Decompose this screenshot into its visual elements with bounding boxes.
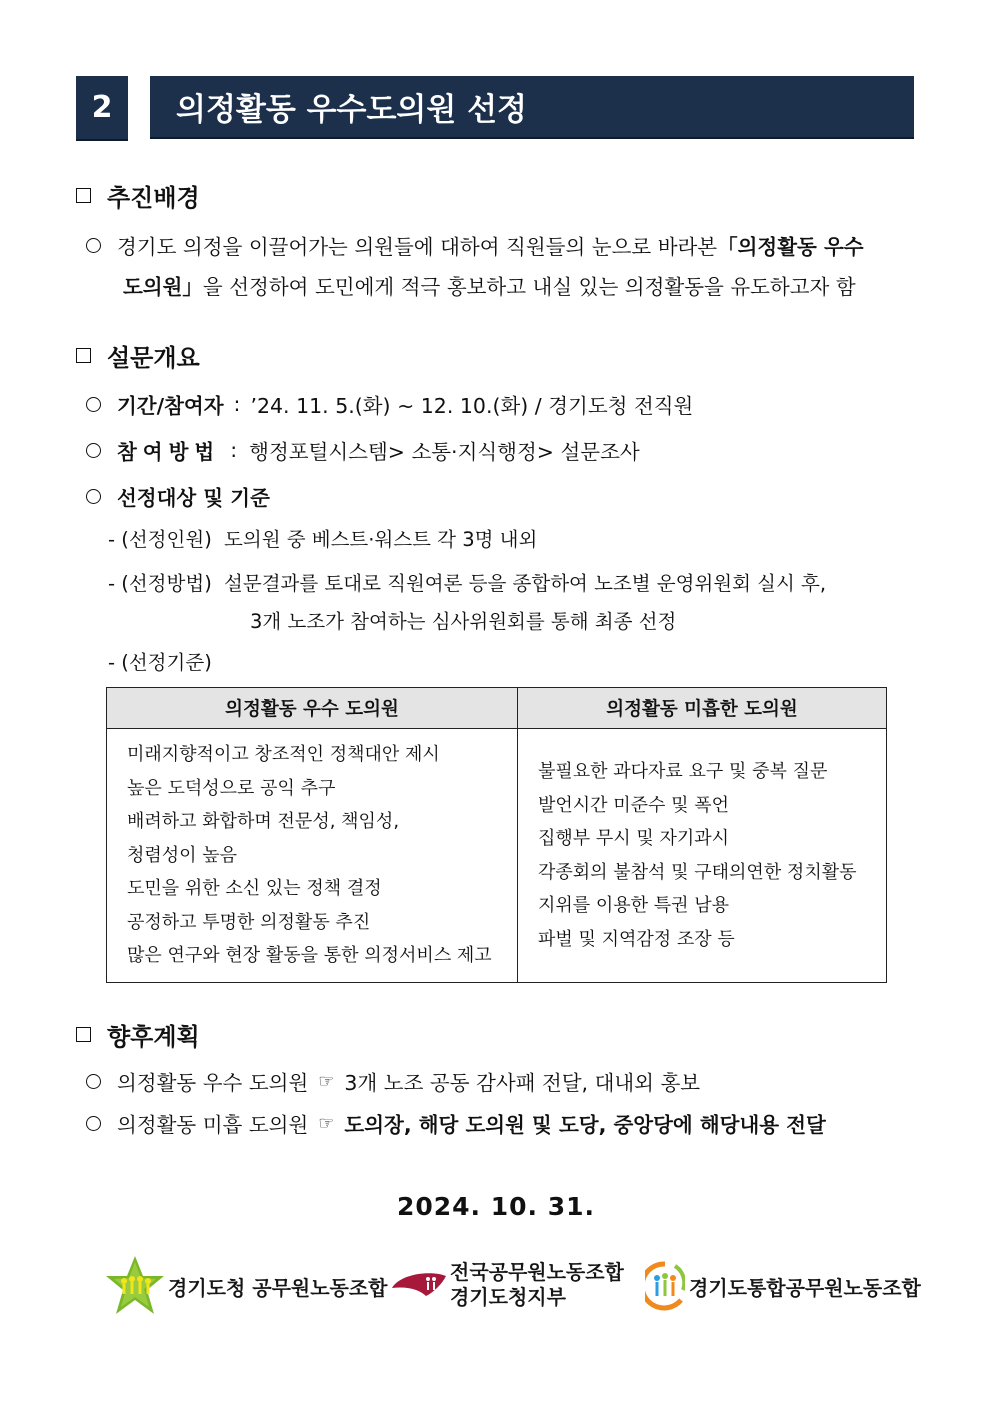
- list-item: 배려하고 화합하며 전문성, 책임성,: [127, 811, 400, 833]
- circle-bullet-icon: [86, 489, 101, 504]
- square-bullet-icon: [76, 1027, 91, 1042]
- colon: :: [233, 392, 241, 416]
- item-label: - (선정방법): [108, 572, 212, 595]
- survey-period: [86, 389, 693, 419]
- section-heading-background: [76, 178, 200, 213]
- square-bullet-icon: [76, 188, 91, 203]
- plan-text: 3개 노조 공동 감사패 전달, 대내외 홍보: [344, 1071, 701, 1095]
- plan-item-poor: [86, 1108, 826, 1138]
- plan-label: 의정활동 우수 도의원: [117, 1071, 309, 1095]
- list-item: 지위를 이용한 특권 남용: [538, 895, 730, 916]
- section-heading-text: 설문개요: [107, 344, 200, 372]
- circle-bullet-icon: [86, 1116, 101, 1131]
- circle-bullet-icon: [86, 1074, 101, 1089]
- survey-criteria: [86, 481, 270, 511]
- pointing-hand-icon: ☞: [318, 1112, 335, 1134]
- item-label: - (선정인원): [108, 528, 212, 551]
- item-text: 설문결과를 토대로 직원여론 등을 종합하여 노조별 운영위원회 실시 후,: [224, 572, 827, 595]
- selection-method-item-cont: 3개 노조가 참여하는 심사위원회를 통해 최종 선정: [250, 610, 677, 633]
- background-bold-text-2: 도의원」: [123, 275, 203, 299]
- period-label: 기간/참여자: [117, 394, 224, 418]
- section-heading-plan: [76, 1017, 200, 1052]
- list-item: 높은 도덕성으로 공익 추구: [127, 777, 336, 799]
- logo-text-line1: 전국공무원노동조합: [450, 1260, 624, 1284]
- circle-bullet-icon: [86, 397, 101, 412]
- document-date: 2024. 10. 31.: [396, 1192, 596, 1221]
- excellent-criteria-cell: [107, 729, 518, 983]
- list-item: 파벌 및 지역감정 조장 등: [538, 928, 735, 950]
- header-excellent: 의정활동 우수 도의원: [107, 688, 518, 729]
- pointing-hand-icon: ☞: [318, 1070, 335, 1092]
- selection-criteria-item: - (선정기준): [108, 651, 212, 674]
- method-label: 참여방법: [117, 440, 221, 464]
- logo-text-line2: 경기도청지부: [450, 1285, 566, 1309]
- section-number-badge: 2: [76, 76, 128, 141]
- background-paragraph-line1: [86, 230, 864, 260]
- logo-text: 경기도청 공무원노동조합: [168, 1275, 388, 1300]
- list-item: 청렴성이 높음: [127, 844, 238, 866]
- list-item: 각종회의 불참석 및 구태의연한 정치활동: [538, 861, 857, 883]
- logo-gyeonggi-integrated-union: [645, 1260, 921, 1312]
- list-item: 공정하고 투명한 의정활동 추진: [127, 911, 371, 933]
- list-item: 집행부 무시 및 자기과시: [538, 828, 730, 849]
- list-item: 미래지향적이고 창조적인 정책대안 제시: [127, 744, 440, 766]
- background-text-2: 을 선정하여 도민에게 적극 홍보하고 내실 있는 의정활동을 유도하고자 함: [202, 275, 856, 299]
- criteria-label: 선정대상 및 기준: [117, 486, 270, 510]
- item-text: 도의원 중 베스트·워스트 각 3명 내외: [224, 528, 538, 551]
- orange-ring-logo-icon: [645, 1260, 685, 1312]
- plan-label: 의정활동 미흡 도의원: [117, 1113, 309, 1137]
- square-bullet-icon: [76, 348, 91, 363]
- section-heading-text: 향후계획: [107, 1023, 200, 1051]
- period-value: ’24. 11. 5.(화) ~ 12. 10.(화) / 경기도청 전직원: [250, 394, 694, 418]
- page-title: 의정활동 우수도의원 선정: [150, 76, 914, 139]
- list-item: 도민을 위한 소신 있는 정책 결정: [127, 878, 382, 900]
- section-heading-text: 추진배경: [107, 184, 200, 212]
- colon: :: [230, 438, 238, 462]
- circle-bullet-icon: [86, 443, 101, 458]
- header-poor: 의정활동 미흡한 도의원: [518, 688, 887, 729]
- poor-criteria-cell: [518, 729, 887, 983]
- logo-gyeonggi-union: [104, 1254, 387, 1318]
- plan-item-excellent: [86, 1066, 700, 1096]
- survey-method: [86, 435, 640, 465]
- selection-count-item: [108, 524, 537, 552]
- logo-text: 경기도통합공무원노동조합: [689, 1275, 921, 1300]
- list-item: 많은 연구와 현장 활동을 통한 의정서비스 제고: [127, 945, 492, 967]
- background-text: 경기도 의정을 이끌어가는 의원들에 대하여 직원들의 눈으로 바라본: [117, 235, 718, 259]
- logo-kgeu-gyeonggi: [390, 1260, 624, 1310]
- logo-text-block: [450, 1260, 624, 1310]
- plan-text: 도의장, 해당 도의원 및 도당, 중앙당에 해당내용 전달: [344, 1113, 826, 1137]
- section-heading-survey: [76, 338, 200, 373]
- circle-bullet-icon: [86, 238, 101, 253]
- list-item: 불필요한 과다자료 요구 및 중복 질문: [538, 761, 828, 782]
- green-star-logo-icon: [104, 1254, 166, 1318]
- criteria-table: [106, 687, 887, 983]
- background-bold-text: 「의정활동 우수: [717, 235, 864, 259]
- list-item: 발언시간 미준수 및 폭언: [538, 794, 730, 816]
- selection-method-item: [108, 568, 826, 596]
- red-swoosh-logo-icon: [390, 1270, 448, 1300]
- background-paragraph-line2: [123, 270, 856, 300]
- method-value: 행정포털시스템> 소통·지식행정> 설문조사: [249, 440, 640, 464]
